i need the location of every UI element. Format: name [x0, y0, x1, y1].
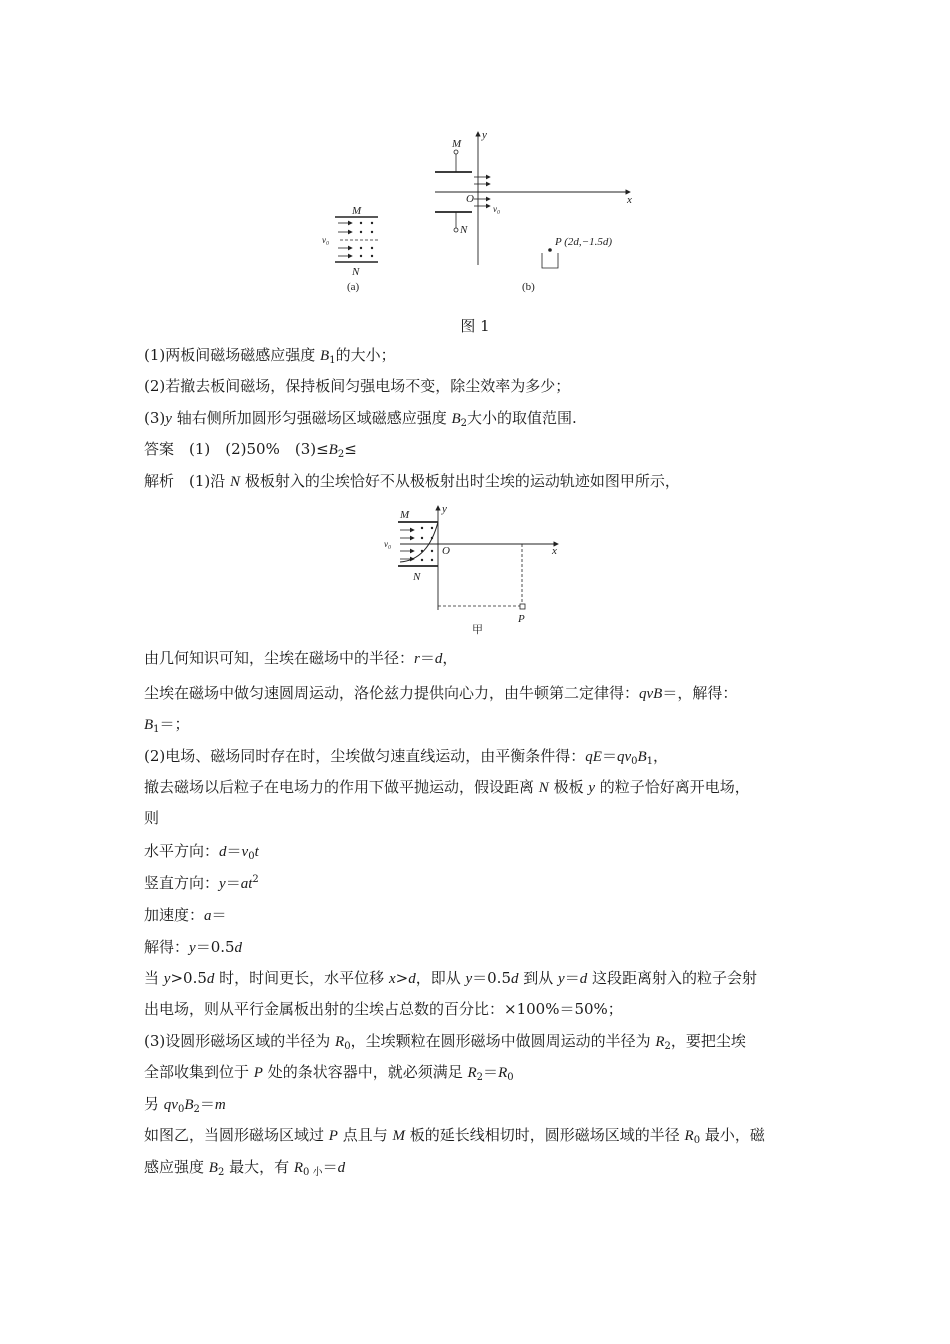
- fig-jia-label-y: y: [442, 503, 447, 515]
- fig-jia-caption: 甲: [472, 624, 483, 636]
- remove-field-line: 撤去磁场以后粒子在电场力的作用下做平抛运动，假设距离 N 极板 y 的粒子恰好离开电场，: [144, 778, 750, 796]
- figure-1: [300, 120, 660, 305]
- fig-b-sub: (b): [522, 281, 535, 293]
- fig-jia-label-v0: v₀: [384, 539, 392, 549]
- fig-jia-label-o: O: [442, 545, 450, 557]
- figure-1-caption: 图 1: [460, 317, 490, 335]
- fig-b-label-x: x: [627, 194, 632, 206]
- collect-line: 全部收集到位于 P 处的条状容器中，就必须满足 $R_2=R_0$: [144, 1063, 514, 1083]
- fig-b-label-m: M: [452, 138, 462, 150]
- geometry-line: 由几何知识可知，尘埃在磁场中的半径：r＝d，: [144, 649, 458, 667]
- acceleration-line: 加速度：a＝: [144, 906, 227, 924]
- figure-1b: [435, 129, 632, 293]
- when-line: 当 y>0.5d 时，时间更长，水平位移 x>d，即从 y＝0.5d 到从 y＝d 这段距离射入的粒子会射: [144, 969, 758, 987]
- ling-line: 另 $qv_0B_2=m$: [144, 1095, 226, 1115]
- vertical-line: 竖直方向：$y=at^2$: [144, 874, 259, 892]
- horizontal-line: 水平方向：$d=v_0t$: [144, 842, 259, 862]
- b1-result-line: $B_1=$；: [144, 715, 190, 735]
- analysis-intro: 解析 (1)沿 N 极板射入的尘埃恰好不从极板射出时尘埃的运动轨迹如图甲所示，: [144, 472, 680, 490]
- question-1: (1)两板间磁场磁感应强度 $B_1$的大小；: [144, 346, 396, 366]
- fig-a-sub: (a): [347, 281, 360, 293]
- fig-jia-label-p: P: [518, 613, 525, 625]
- question-2: (2)若撤去板间磁场，保持板间匀强电场不变，除尘效率为多少；: [144, 377, 571, 395]
- percentage-line: 出电场，则从平行金属板出射的尘埃占总数的百分比：×100%＝50%；: [144, 1000, 623, 1018]
- induction-line: 感应强度 $B_2$ 最大，有 $R_{0 小}=d$: [144, 1158, 346, 1178]
- figure-jia: [380, 500, 565, 638]
- ze-line: 则: [144, 809, 160, 827]
- question-3: (3)y 轴右侧所加圆形匀强磁场区域磁感应强度 $B_2$大小的取值范围.: [144, 409, 577, 429]
- figure-1a: [322, 205, 378, 293]
- part2-balance-line: (2)电场、磁场同时存在时，尘埃做匀速直线运动，由平衡条件得：$qE=qv_0B_1$，: [144, 747, 669, 767]
- fig-b-label-o: O: [466, 193, 474, 205]
- uniform-circular-line: 尘埃在磁场中做匀速圆周运动，洛伦兹力提供向心力，由牛顿第二定律得：qvB＝，解得：: [144, 684, 738, 702]
- fig-jia-label-n: N: [413, 571, 421, 583]
- fig-a-label-n: N: [352, 266, 360, 278]
- fig-a-label-m: M: [352, 205, 362, 217]
- fig-b-label-v0: v₀: [493, 204, 501, 214]
- fig-a-label-v0: v₀: [322, 235, 330, 245]
- fig-jia-label-x: x: [552, 545, 557, 557]
- solution-line: 解得：y＝0.5d: [144, 938, 243, 956]
- fig-b-label-y: y: [482, 129, 487, 141]
- answer: 答案 (1) (2)50% $(3)\le B_2\le$: [144, 440, 357, 460]
- part3-line: (3)设圆形磁场区域的半径为 $R_0$，尘埃颗粒在圆形磁场中做圆周运动的半径为 $R_2$，要把尘埃: [144, 1032, 746, 1052]
- fig-jia-label-m: M: [400, 509, 410, 521]
- figure-yi-line: 如图乙，当圆形磁场区域过 P 点且与 M 板的延长线相切时，圆形磁场区域的半径 $R_0$ 最小，磁: [144, 1126, 765, 1146]
- fig-b-label-n: N: [460, 224, 468, 236]
- fig-b-label-p: P (2d,−1.5d): [555, 236, 613, 248]
